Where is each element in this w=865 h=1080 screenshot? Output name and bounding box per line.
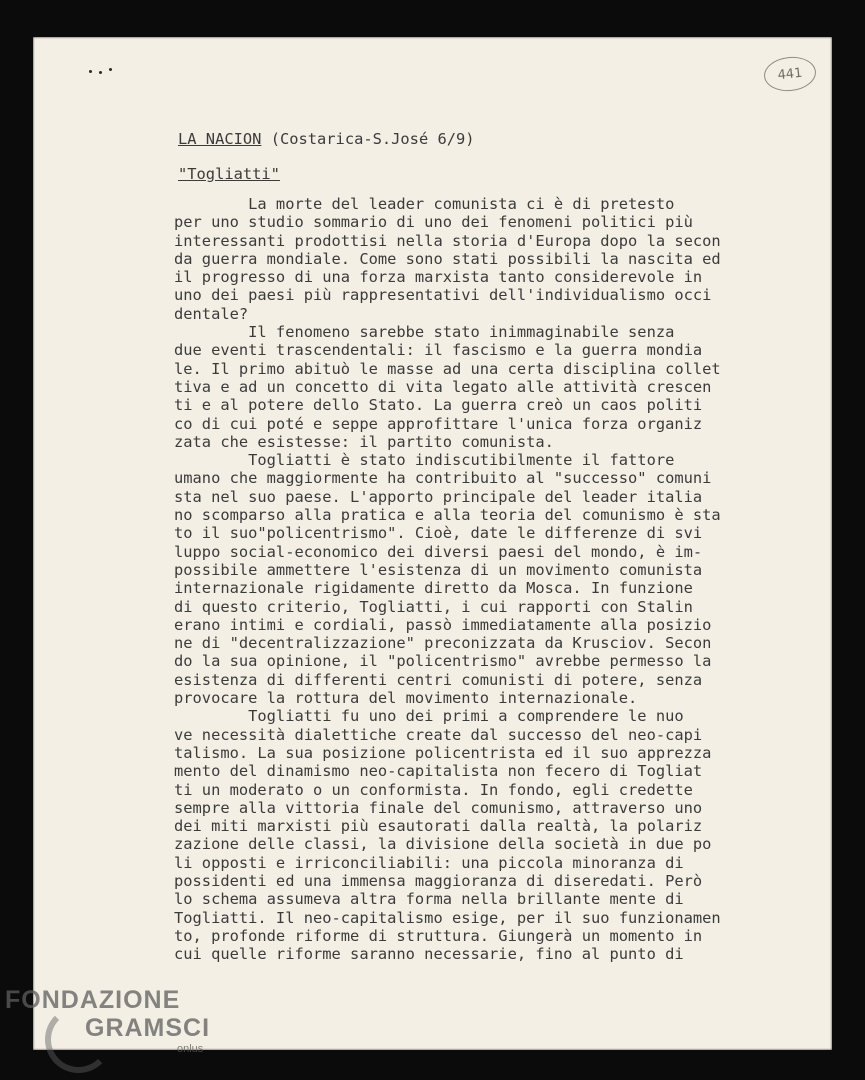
article-line: da guerra mondiale. Come sono stati possibili la nascita ed bbox=[174, 249, 721, 268]
article-line: internazionale rigidamente diretto da Mosca. In funzione bbox=[174, 579, 693, 598]
page-number-label: 441 bbox=[776, 65, 804, 83]
publication-name: LA NACION bbox=[178, 130, 262, 148]
article-line: zata che esistesse: il partito comunista. bbox=[174, 432, 554, 451]
article-line: uno dei paesi più rappresentativi dell'individualismo occi bbox=[174, 286, 712, 305]
article-line: to il suo"policentrismo". Cioè, date le differenze di svi bbox=[174, 524, 703, 543]
article-line: do la sua opinione, il "policentrismo" avrebbe permesso la bbox=[174, 652, 712, 671]
article-line: luppo social-economico dei diversi paesi del mondo, è im- bbox=[174, 542, 703, 561]
punch-mark bbox=[109, 68, 112, 71]
article-line: umano che maggiormente ha contribuito al "successo" comuni bbox=[174, 469, 712, 488]
article-line: possidenti ed una immensa maggioranza di diseredati. Però bbox=[174, 871, 703, 890]
article-body bbox=[174, 195, 721, 963]
article-line: possibile ammettere l'esistenza di un movimento comunista bbox=[174, 560, 703, 579]
article-line: esistenza di differenti centri comunisti di potere, senza bbox=[174, 670, 703, 689]
article-line: co di cui poté e seppe approfittare l'unica forza organiz bbox=[174, 414, 703, 433]
watermark-line2: GRAMSCI bbox=[85, 1014, 211, 1042]
article-line: ne di "decentralizzazione" preconizzata da Krusciov. Secon bbox=[174, 634, 712, 653]
punch-mark bbox=[99, 71, 102, 74]
article-line: to, profonde riforme di struttura. Giungerà un momento in bbox=[174, 926, 703, 945]
punch-mark bbox=[89, 70, 92, 73]
watermark-line1: FONDAZIONE bbox=[5, 986, 181, 1014]
article-line: ti e al potere dello Stato. La guerra creò un caos politi bbox=[174, 396, 703, 415]
article-line: il progresso di una forza marxista tanto considerevole in bbox=[174, 268, 703, 287]
article-line: lo schema assumeva altra forma nella brillante mente di bbox=[174, 890, 684, 909]
article-line: La morte del leader comunista ci è di pretesto bbox=[174, 195, 675, 213]
watermark-swirl bbox=[45, 1006, 112, 1073]
article-line: per uno studio sommario di uno dei fenomeni politici più bbox=[174, 213, 693, 232]
article-line: mento del dinamismo neo-capitalista non fecero di Togliat bbox=[174, 762, 703, 781]
article-line: due eventi trascendentali: il fascismo e la guerra mondia bbox=[174, 341, 703, 360]
article-line: Togliatti fu uno dei primi a comprendere le nuo bbox=[174, 707, 684, 726]
fondazione-gramsci-watermark bbox=[5, 986, 210, 1056]
article-line: dei miti marxisti più esautorati dalla realtà, la polariz bbox=[174, 817, 703, 836]
article-line: Togliatti è stato indiscutibilmente il fattore bbox=[174, 451, 675, 470]
article-line: Togliatti. Il neo-capitalismo esige, per il suo funzionamen bbox=[174, 908, 721, 927]
article-header bbox=[178, 130, 475, 148]
publication-location-date: (Costarica-S.José 6/9) bbox=[270, 130, 475, 148]
article-line: sta nel suo paese. L'apporto principale del leader italia bbox=[174, 487, 703, 506]
article-line: ti un moderato o un conformista. In fondo, egli credette bbox=[174, 780, 693, 799]
article-title: "Togliatti" bbox=[178, 165, 280, 183]
article-line: erano intimi e cordiali, passò immediatamente alla posizio bbox=[174, 615, 712, 634]
article-line: no scomparso alla pratica e alla teoria del comunismo è sta bbox=[174, 506, 721, 525]
watermark-line3: onlus bbox=[177, 1043, 204, 1055]
article-line: talismo. La sua posizione policentrista ed il suo apprezza bbox=[174, 743, 712, 762]
article-line: provocare la rottura del movimento internazionale. bbox=[174, 689, 638, 708]
article-line: dentale? bbox=[174, 304, 249, 323]
article-line: sempre alla vittoria finale del comunismo, attraverso uno bbox=[174, 798, 703, 817]
article-line: tiva e ad un concetto di vita legato alle attività crescen bbox=[174, 377, 712, 396]
article-line: li opposti e irriconciliabili: una piccola minoranza di bbox=[174, 853, 684, 872]
article-line: interessanti prodottisi nella storia d'Europa dopo la secon bbox=[174, 231, 721, 250]
article-line: le. Il primo abituò le masse ad una certa disciplina collet bbox=[174, 359, 721, 378]
article-line: di questo criterio, Togliatti, i cui rapporti con Stalin bbox=[174, 597, 693, 616]
article-line: ve necessità dialettiche create dal successo del neo-capi bbox=[174, 725, 703, 744]
article-line: Il fenomeno sarebbe stato inimmaginabile senza bbox=[174, 323, 675, 342]
article-line: zazione delle classi, la divisione della società in due po bbox=[174, 835, 712, 854]
article-line: cui quelle riforme saranno necessarie, fino al punto di bbox=[174, 945, 684, 964]
